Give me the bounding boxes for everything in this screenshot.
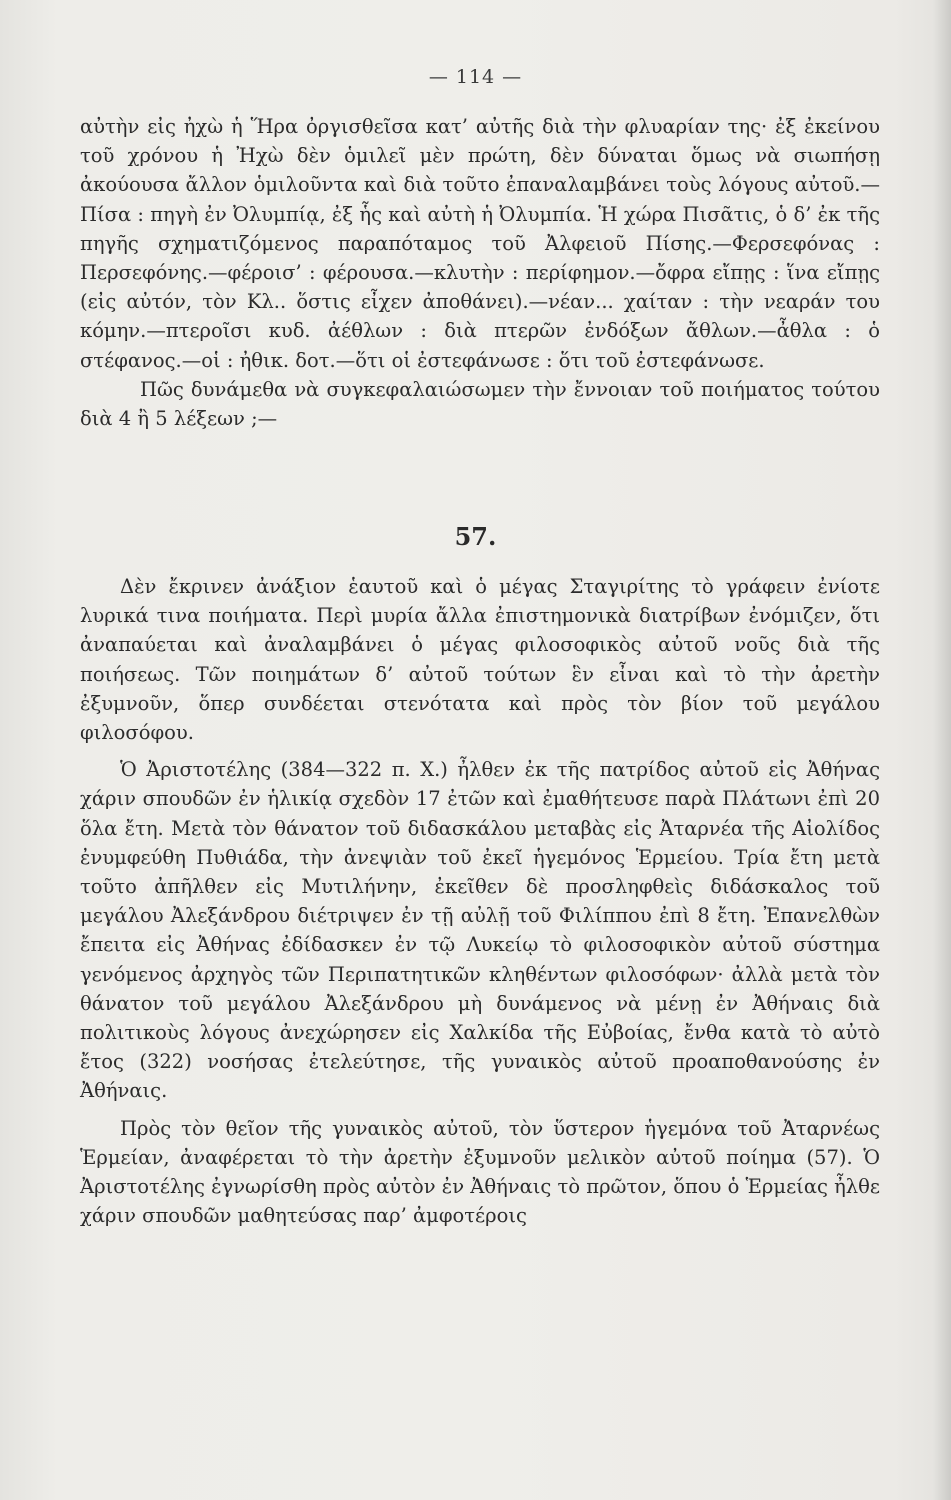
section-number: 57. xyxy=(454,522,497,551)
section-paragraph: Πρὸς τὸν θεῖον τῆς γυναικὸς αὐτοῦ, τὸν ὕστερον ἡγεμόνα τοῦ Ἀταρνέως Ἑρμείαν, ἀναφέρεται τὸ τὴν ἀρετὴν ἐξυμνοῦν μελικὸν αὐτοῦ ποίημα (57). Ὁ Ἀριστοτέλης ἐγνωρίσθη πρὸς αὐτὸν ἐν Ἀθήναις τὸ πρῶτον, ὅπου ὁ Ἑρμείας ἦλθε χάριν σπουδῶν μαθητεύσας παρ’ ἀμφοτέροις xyxy=(80,1116,880,1228)
commentary-text xyxy=(80,112,880,433)
section-body xyxy=(80,572,880,1238)
question-paragraph: Πῶς δυνάμεθα νὰ συγκεφαλαιώσωμεν τὴν ἔννοιαν τοῦ ποιήματος τούτου διὰ 4 ἢ 5 λέξεων ;— xyxy=(80,377,880,431)
section-paragraph: Ὁ Ἀριστοτέλης (384—322 π. Χ.) ἦλθεν ἐκ τῆς πατρίδος αὐτοῦ εἰς Ἀθήνας χάριν σπουδῶν ἐν ἡλικίᾳ σχεδὸν 17 ἐτῶν καὶ ἐμαθήτευσε παρὰ Πλάτωνι ἐπὶ 20 ὅλα ἔτη. Μετὰ τὸν θάνατον τοῦ διδασκάλου μεταβὰς εἰς Ἀταρνέα τῆς Αἰολίδος ἐνυμφεύθη Πυθιάδα, τὴν ἀνεψιὰν τοῦ ἐκεῖ ἡγεμόνος Ἑρμείου. Τρία ἔτη μετὰ τοῦτο ἀπῆλθεν εἰς Μυτιλήνην, ἐκεῖθεν δὲ προσληφθεὶς διδάσκαλος τοῦ μεγάλου Ἀλεξάνδρου διέτριψεν ἐν τῇ αὐλῇ τοῦ Φιλίππου ἐπὶ 8 ἔτη. Ἐπανελθὼν ἔπειτα εἰς Ἀθήνας ἐδίδασκεν ἐν τῷ Λυκείῳ τὸ φιλοσοφικὸν αὐτοῦ σύστημα γενόμενος ἀρχηγὸς τῶν Περιπατητικῶν κληθέντων φιλοσόφων· ἀλλὰ μετὰ τὸν θάνατον τοῦ μεγάλου Ἀλεξάνδρου μὴ δυνάμενος νὰ μένῃ ἐν Ἀθήναις διὰ πολιτικοὺς λόγους ἀνεχώρησεν εἰς Χαλκίδα τῆς Εὐβοίας, ἔνθα κατὰ τὸ αὐτὸ ἔτος (322) νοσήσας ἐτελεύτησε, τῆς γυναικὸς αὐτοῦ προαποθανούσης ἐν Ἀθήναις. xyxy=(80,758,880,1103)
page-edge-shadow xyxy=(933,0,951,1500)
commentary-paragraph: αὐτὴν εἰς ἠχὼ ἡ Ἥρα ὀργισθεῖσα κατ’ αὐτῆς διὰ τὴν φλυαρίαν της· ἐξ ἐκείνου τοῦ χρόνου ἡ Ἠχὼ δὲν ὁμιλεῖ μὲν πρώτη, δὲν δύναται ὅμως νὰ σιωπήσῃ ἀκούουσα ἄλλον ὁμιλοῦντα καὶ διὰ τοῦτο ἐπαναλαμβάνει τοὺς λόγους αὐτοῦ.—Πίσα : πηγὴ ἐν Ὀλυμπίᾳ, ἐξ ἧς καὶ αὐτὴ ἡ Ὀλυμπία. Ἡ χώρα Πισᾶτις, ὁ δ’ ἐκ τῆς πηγῆς σχηματιζόμενος παραπόταμος τοῦ Ἀλφειοῦ Πίσης.—Φερσεφόνας : Περσεφόνης.—φέροισ’ : φέρουσα.—κλυτὴν : περίφημον.—ὄφρα εἴπῃς : ἵνα εἴπῃς (εἰς αὐτόν, τὸν Κλ.. ὅστις εἶχεν ἀποθάνει).—νέαν... χαίταν : τὴν νεαράν του κόμην.—πτεροῖσι κυδ. ἀέθλων : διὰ πτερῶν ἐνδόξων ἄθλων.—ἆθλα : ὁ στέφανος.—οἱ : ἠθικ. δοτ.—ὅτι οἱ ἐστεφάνωσε : ὅτι τοῦ ἐστεφάνωσε. xyxy=(80,115,880,372)
page-number: — 114 — xyxy=(428,66,523,88)
section-paragraph: Δὲν ἔκρινεν ἀνάξιον ἑαυτοῦ καὶ ὁ μέγας Σταγιρίτης τὸ γράφειν ἐνίοτε λυρικά τινα ποιήματα. Περὶ μυρία ἄλλα ἐπιστημονικὰ διατρίβων ἐνόμιζεν, ὅτι ἀναπαύεται καὶ ἀναλαμβάνει ὁ μέγας φιλοσοφικὸς αὐτοῦ νοῦς διὰ τῆς ποιήσεως. Τῶν ποιημάτων δ’ αὐτοῦ τούτων ἓν εἶναι καὶ τὸ τὴν ἀρετὴν ἐξυμνοῦν, ὅπερ συνδέεται στενότατα καὶ πρὸς τὸν βίον τοῦ μεγάλου φιλοσόφου. xyxy=(80,575,880,745)
